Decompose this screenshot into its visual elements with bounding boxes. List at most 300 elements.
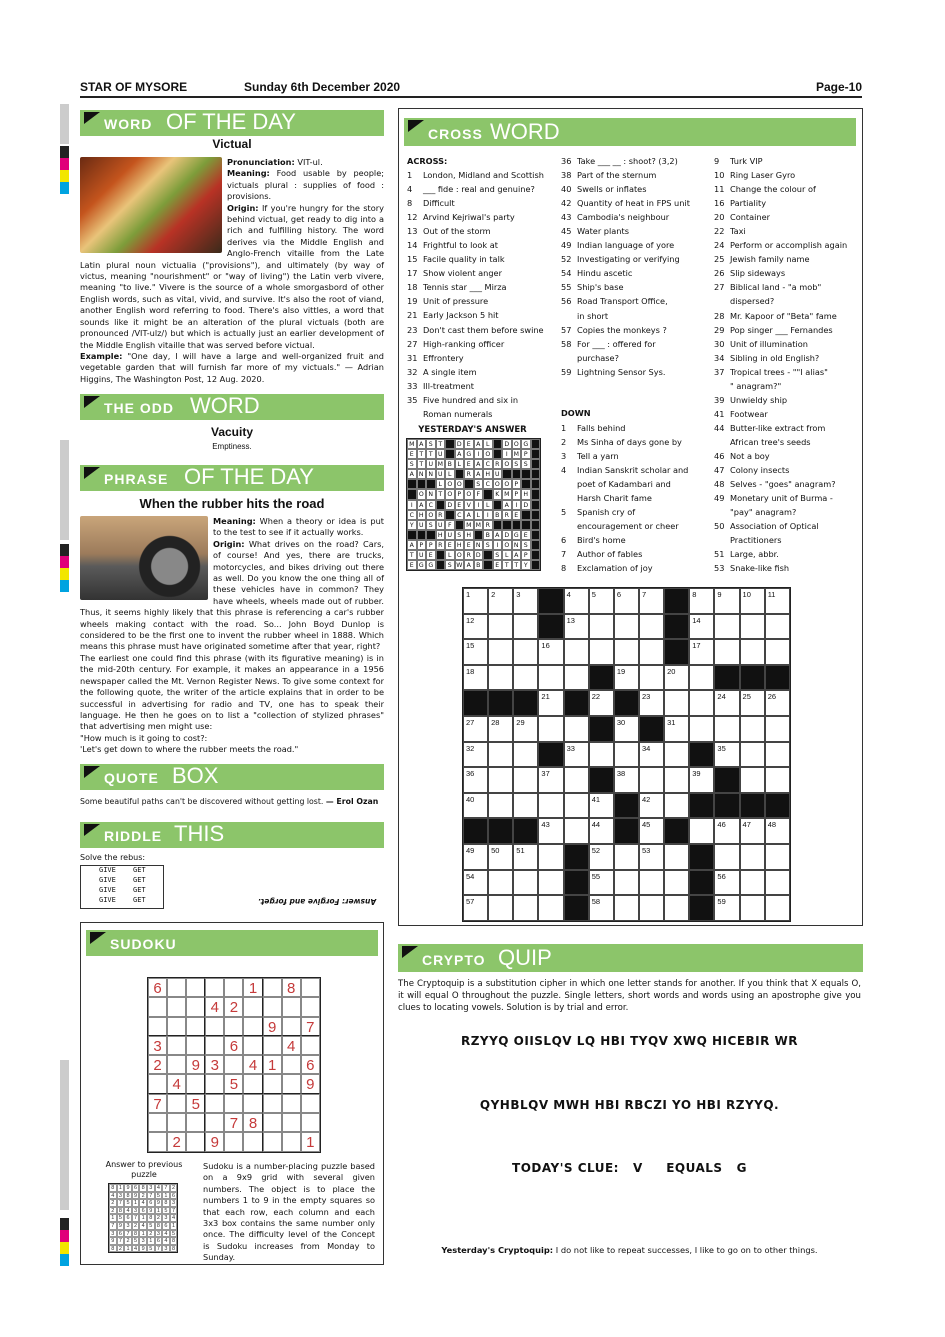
crossword-cell[interactable] xyxy=(714,895,739,921)
sudoku-empty-cell[interactable] xyxy=(224,978,243,997)
crossword-cell[interactable] xyxy=(664,665,689,691)
answer-cell: R xyxy=(436,510,446,520)
clue-text: Partiality xyxy=(730,198,767,209)
crossword-cell[interactable] xyxy=(463,614,488,640)
sudoku-empty-cell[interactable] xyxy=(167,1055,186,1074)
crossword-cell[interactable] xyxy=(589,818,614,844)
crossword-cell[interactable] xyxy=(639,742,664,768)
banner-small-text: CRYPTO xyxy=(422,952,486,968)
clue-row xyxy=(714,196,860,210)
answer-cell: R xyxy=(436,540,446,550)
crossword-black-cell xyxy=(740,665,765,691)
sudoku-empty-cell[interactable] xyxy=(263,997,282,1016)
sudoku-empty-cell[interactable] xyxy=(205,1094,224,1113)
clue-row xyxy=(407,224,559,238)
crossword-cell[interactable] xyxy=(488,742,513,768)
answer-cell: I xyxy=(502,449,512,459)
crossword-cell[interactable] xyxy=(740,767,765,793)
clue-text: Butter-like extract from xyxy=(730,422,826,433)
answer-cell: C xyxy=(483,459,493,469)
clue-row xyxy=(407,308,559,322)
clue-number: 8 xyxy=(407,198,413,209)
sudoku-empty-cell[interactable] xyxy=(167,978,186,997)
crossword-black-cell xyxy=(714,665,739,691)
crossword-cell[interactable] xyxy=(714,690,739,716)
sudoku-answer-label: Answer to previous puzzle xyxy=(105,1160,183,1179)
clue-row xyxy=(561,435,711,449)
crossword-cell[interactable] xyxy=(664,716,689,742)
crossword-cell[interactable] xyxy=(614,844,639,870)
crossword-cell[interactable] xyxy=(664,844,689,870)
sudoku-empty-cell[interactable] xyxy=(282,1094,301,1113)
crossword-cell[interactable] xyxy=(488,844,513,870)
crossword-cell[interactable] xyxy=(488,793,513,819)
crossword-cell[interactable] xyxy=(614,614,639,640)
crossword-cell[interactable] xyxy=(765,818,790,844)
crossword-cell[interactable] xyxy=(689,767,714,793)
sudoku-empty-cell[interactable] xyxy=(243,1094,262,1113)
sudoku-empty-cell[interactable] xyxy=(243,1017,262,1036)
sudoku-description: Sudoku is a number-placing puzzle based on a 9x9 grid with several given numbers. The object is to place the numbers 1 to 9 in the empty squares so that each row, each column and each 3x3 box contains the same number only once. The difficulty level of the Concept is Sudoku increases from Monday to Sunday. xyxy=(203,1161,375,1263)
sudoku-empty-cell[interactable] xyxy=(301,997,320,1016)
answer-cell: L xyxy=(502,550,512,560)
sudoku-empty-cell[interactable] xyxy=(186,1036,205,1055)
sudoku-empty-cell[interactable] xyxy=(301,1036,320,1055)
answer-black-cell xyxy=(445,449,455,459)
crossword-cell[interactable] xyxy=(463,665,488,691)
crossword-cell[interactable] xyxy=(740,588,765,614)
sudoku-empty-cell[interactable] xyxy=(148,1132,167,1151)
crossword-cell[interactable] xyxy=(614,895,639,921)
clue-text: For ___ : offered for xyxy=(577,338,656,349)
sudoku-empty-cell[interactable] xyxy=(148,1017,167,1036)
crossword-cell[interactable] xyxy=(513,742,538,768)
sudoku-empty-cell[interactable] xyxy=(224,1055,243,1074)
crossword-black-cell xyxy=(463,690,488,716)
crossword-cell[interactable] xyxy=(513,895,538,921)
answer-cell: B xyxy=(445,459,455,469)
sudoku-answer-cell: 1 xyxy=(117,1184,125,1192)
answer-cell: M xyxy=(436,459,446,469)
sudoku-answer-cell: 2 xyxy=(124,1237,132,1245)
sudoku-empty-cell[interactable] xyxy=(243,1074,262,1093)
clue-row xyxy=(561,463,711,477)
answer-cell: H xyxy=(483,469,493,479)
crossword-cell[interactable] xyxy=(538,844,563,870)
sudoku-empty-cell[interactable] xyxy=(167,1113,186,1132)
crossword-cell[interactable] xyxy=(714,818,739,844)
clue-row xyxy=(561,421,711,435)
crossword-cell[interactable] xyxy=(714,870,739,896)
crossword-cell[interactable] xyxy=(639,844,664,870)
crossword-cell[interactable] xyxy=(740,844,765,870)
crossword-cell[interactable] xyxy=(740,614,765,640)
answer-black-cell xyxy=(417,479,427,489)
crossword-cell[interactable] xyxy=(463,895,488,921)
crossword-cell[interactable] xyxy=(513,665,538,691)
clue-number: 58 xyxy=(561,338,572,349)
sudoku-empty-cell[interactable] xyxy=(148,997,167,1016)
crossword-cell[interactable] xyxy=(538,767,563,793)
crossword-cell[interactable] xyxy=(463,742,488,768)
crossword-cell[interactable] xyxy=(614,665,639,691)
crossword-cell[interactable] xyxy=(714,639,739,665)
crossword-cell[interactable] xyxy=(488,716,513,742)
crossword-cell[interactable] xyxy=(689,818,714,844)
crossword-cell[interactable] xyxy=(589,742,614,768)
crossword-cell[interactable] xyxy=(639,588,664,614)
crossword-cell[interactable] xyxy=(513,639,538,665)
crossword-cell[interactable] xyxy=(639,793,664,819)
cell-number: 5 xyxy=(591,590,596,599)
crossword-cell[interactable] xyxy=(589,614,614,640)
quote-text: Some beautiful paths can't be discovered without getting lost. xyxy=(80,797,324,806)
crossword-cell[interactable] xyxy=(564,665,589,691)
crossword-cell[interactable] xyxy=(463,767,488,793)
crossword-cell[interactable] xyxy=(614,588,639,614)
answer-black-cell xyxy=(531,530,541,540)
crossword-cell[interactable] xyxy=(564,742,589,768)
sudoku-answer-cell: 6 xyxy=(124,1214,132,1222)
crossword-cell[interactable] xyxy=(664,690,689,716)
crossword-cell[interactable] xyxy=(564,793,589,819)
crossword-cell[interactable] xyxy=(513,767,538,793)
crossword-cell[interactable] xyxy=(740,895,765,921)
sudoku-answer-cell: 8 xyxy=(109,1184,117,1192)
crossword-cell[interactable] xyxy=(740,690,765,716)
crossword-cell[interactable] xyxy=(639,614,664,640)
crossword-cell[interactable] xyxy=(589,793,614,819)
crossword-cell[interactable] xyxy=(765,767,790,793)
crossword-cell[interactable] xyxy=(664,767,689,793)
registration-mark xyxy=(60,556,69,568)
crossword-black-cell xyxy=(463,818,488,844)
sudoku-empty-cell[interactable] xyxy=(186,1017,205,1036)
clue-number: 54 xyxy=(561,268,572,279)
clue-text: Effrontery xyxy=(423,352,464,363)
crossword-cell[interactable] xyxy=(538,639,563,665)
answer-cell: R xyxy=(502,510,512,520)
sudoku-empty-cell[interactable] xyxy=(186,1074,205,1093)
clue-row xyxy=(714,210,860,224)
banner-small-text: RIDDLE xyxy=(104,828,163,844)
crossword-cell[interactable] xyxy=(639,767,664,793)
crossword-cell[interactable] xyxy=(765,870,790,896)
crossword-cell[interactable] xyxy=(639,690,664,716)
sudoku-empty-cell[interactable] xyxy=(282,997,301,1016)
crossword-cell[interactable] xyxy=(740,818,765,844)
sudoku-empty-cell[interactable] xyxy=(167,1094,186,1113)
sudoku-empty-cell[interactable] xyxy=(205,978,224,997)
crossword-cell[interactable] xyxy=(564,767,589,793)
crossword-cell[interactable] xyxy=(564,639,589,665)
crossword-cell[interactable] xyxy=(513,588,538,614)
sudoku-empty-cell[interactable] xyxy=(263,1113,282,1132)
crossword-cell[interactable] xyxy=(614,639,639,665)
sudoku-empty-cell[interactable] xyxy=(167,1036,186,1055)
cell-number: 3 xyxy=(516,590,521,599)
sudoku-empty-cell[interactable] xyxy=(186,1132,205,1151)
crossword-cell[interactable] xyxy=(463,870,488,896)
crossword-black-cell xyxy=(589,767,614,793)
sudoku-empty-cell[interactable] xyxy=(282,1055,301,1074)
sudoku-answer-cell: 7 xyxy=(155,1245,163,1253)
sudoku-answer-cell: 6 xyxy=(155,1237,163,1245)
sudoku-answer-cell: 6 xyxy=(117,1230,125,1238)
crossword-cell[interactable] xyxy=(714,716,739,742)
crossword-cell[interactable] xyxy=(488,588,513,614)
crossword-cell[interactable] xyxy=(765,895,790,921)
crossword-cell[interactable] xyxy=(765,588,790,614)
crossword-cell[interactable] xyxy=(538,793,563,819)
crossword-cell[interactable] xyxy=(538,818,563,844)
crossword-cell[interactable] xyxy=(564,716,589,742)
crossword-cell[interactable] xyxy=(488,665,513,691)
crossword-cell[interactable] xyxy=(664,793,689,819)
crossword-cell[interactable] xyxy=(689,614,714,640)
sudoku-empty-cell[interactable] xyxy=(263,1074,282,1093)
sudoku-empty-cell[interactable] xyxy=(282,1017,301,1036)
crossword-cell[interactable] xyxy=(689,690,714,716)
crossword-cell[interactable] xyxy=(488,895,513,921)
clue-row xyxy=(561,294,711,308)
sudoku-empty-cell[interactable] xyxy=(243,997,262,1016)
crossword-cell[interactable] xyxy=(589,870,614,896)
crossword-cell[interactable] xyxy=(714,844,739,870)
clue-text: Taxi xyxy=(730,226,746,237)
cryptoquip-line-1: RZYYQ OIISLQV LQ HBI TYQV XWQ HICEBIR WR xyxy=(460,1034,799,1048)
sudoku-empty-cell[interactable] xyxy=(301,1113,320,1132)
crossword-cell[interactable] xyxy=(538,716,563,742)
crossword-cell[interactable] xyxy=(488,639,513,665)
banner-big-text: THIS xyxy=(174,822,225,846)
sudoku-given-cell: 1 xyxy=(301,1132,320,1151)
crossword-cell[interactable] xyxy=(639,818,664,844)
answer-cell: G xyxy=(464,449,474,459)
sudoku-empty-cell[interactable] xyxy=(263,1036,282,1055)
sudoku-empty-cell[interactable] xyxy=(205,1113,224,1132)
answer-cell: U xyxy=(417,550,427,560)
sudoku-empty-cell[interactable] xyxy=(148,1074,167,1093)
answer-black-cell xyxy=(502,520,512,530)
crossword-cell[interactable] xyxy=(564,614,589,640)
crossword-cell[interactable] xyxy=(689,716,714,742)
crossword-cell[interactable] xyxy=(639,895,664,921)
paper-name: STAR OF MYSORE xyxy=(80,80,188,94)
answer-cell: P xyxy=(455,489,465,499)
sudoku-empty-cell[interactable] xyxy=(263,1132,282,1151)
crossword-cell[interactable] xyxy=(589,895,614,921)
sudoku-empty-cell[interactable] xyxy=(205,1036,224,1055)
crossword-cell[interactable] xyxy=(513,716,538,742)
crossword-cell[interactable] xyxy=(589,690,614,716)
crossword-cell[interactable] xyxy=(740,639,765,665)
clue-text: Copies the monkeys ? xyxy=(577,324,667,335)
clue-row xyxy=(407,238,559,252)
answer-cell: A xyxy=(502,500,512,510)
crossword-cell[interactable] xyxy=(639,870,664,896)
sudoku-empty-cell[interactable] xyxy=(224,1132,243,1151)
cell-number: 53 xyxy=(641,845,651,855)
sudoku-empty-cell[interactable] xyxy=(186,997,205,1016)
crossword-cell[interactable] xyxy=(463,716,488,742)
crossword-cell[interactable] xyxy=(740,742,765,768)
sudoku-empty-cell[interactable] xyxy=(282,1132,301,1151)
sudoku-empty-cell[interactable] xyxy=(186,1113,205,1132)
crossword-cell[interactable] xyxy=(538,690,563,716)
answer-cell: I xyxy=(474,500,484,510)
sudoku-empty-cell[interactable] xyxy=(205,1074,224,1093)
sudoku-empty-cell[interactable] xyxy=(243,1036,262,1055)
crossword-cell[interactable] xyxy=(463,639,488,665)
crossword-cell[interactable] xyxy=(513,870,538,896)
odd-word-banner xyxy=(80,394,384,420)
answer-cell: L xyxy=(483,500,493,510)
sudoku-empty-cell[interactable] xyxy=(205,1017,224,1036)
crossword-cell[interactable] xyxy=(714,614,739,640)
sudoku-empty-cell[interactable] xyxy=(263,978,282,997)
sudoku-empty-cell[interactable] xyxy=(224,1017,243,1036)
clue-row xyxy=(561,351,711,365)
clue-number: 27 xyxy=(714,282,725,293)
cell-number: 49 xyxy=(466,845,475,855)
crossword-cell[interactable] xyxy=(513,614,538,640)
sudoku-empty-cell[interactable] xyxy=(148,1113,167,1132)
crossword-cell[interactable] xyxy=(488,870,513,896)
phrase-banner xyxy=(80,465,384,491)
crossword-cell[interactable] xyxy=(765,690,790,716)
sudoku-answer-cell: 8 xyxy=(117,1207,125,1215)
sudoku-empty-cell[interactable] xyxy=(243,1132,262,1151)
clue-text: Bird's home xyxy=(577,535,626,546)
crossword-cell[interactable] xyxy=(765,844,790,870)
crossword-black-cell xyxy=(689,844,714,870)
page-number: Page-10 xyxy=(815,80,862,94)
sudoku-empty-cell[interactable] xyxy=(282,1074,301,1093)
crossword-cell[interactable] xyxy=(740,870,765,896)
crossword-black-cell xyxy=(664,639,689,665)
crossword-cell[interactable] xyxy=(513,844,538,870)
crossword-cell[interactable] xyxy=(664,870,689,896)
answer-cell: E xyxy=(426,550,436,560)
answer-cell: U xyxy=(426,459,436,469)
clue-text: Association of Optical xyxy=(730,521,819,532)
sudoku-given-cell: 9 xyxy=(263,1017,282,1036)
crossword-cell[interactable] xyxy=(488,614,513,640)
crossword-cell[interactable] xyxy=(765,716,790,742)
sudoku-answer-cell: 4 xyxy=(139,1222,147,1230)
sudoku-empty-cell[interactable] xyxy=(167,997,186,1016)
sudoku-empty-cell[interactable] xyxy=(186,978,205,997)
rebus-word: GET xyxy=(133,896,146,904)
crossword-cell[interactable] xyxy=(538,870,563,896)
crossword-cell[interactable] xyxy=(538,665,563,691)
crossword-cell[interactable] xyxy=(614,716,639,742)
sudoku-empty-cell[interactable] xyxy=(301,978,320,997)
crossword-cell[interactable] xyxy=(614,767,639,793)
crossword-cell[interactable] xyxy=(714,588,739,614)
crossword-cell[interactable] xyxy=(538,895,563,921)
crossword-cell[interactable] xyxy=(639,665,664,691)
cell-number: 27 xyxy=(466,717,475,727)
crossword-cell[interactable] xyxy=(664,742,689,768)
sudoku-answer-cell: 1 xyxy=(109,1214,117,1222)
registration-mark xyxy=(60,568,69,580)
answer-black-cell xyxy=(531,550,541,560)
cell-number: 44 xyxy=(591,820,601,830)
crossword-cell[interactable] xyxy=(765,742,790,768)
sudoku-answer-grid xyxy=(108,1183,178,1253)
clue-row xyxy=(561,533,711,547)
answer-cell: O xyxy=(512,439,522,449)
clue-text: Unit of illumination xyxy=(730,338,808,349)
crossword-cell[interactable] xyxy=(488,767,513,793)
rebus-row xyxy=(81,886,163,896)
clue-row xyxy=(714,449,860,463)
corner-triangle-icon xyxy=(84,396,100,408)
crossword-cell[interactable] xyxy=(564,818,589,844)
crossword-cell[interactable] xyxy=(614,870,639,896)
answer-cell: L xyxy=(445,550,455,560)
word-of-day-banner xyxy=(80,110,384,136)
crossword-cell[interactable] xyxy=(639,639,664,665)
crossword-cell[interactable] xyxy=(689,588,714,614)
cell-number: 30 xyxy=(616,717,626,727)
crossword-cell[interactable] xyxy=(463,844,488,870)
crossword-cell[interactable] xyxy=(689,639,714,665)
sudoku-empty-cell[interactable] xyxy=(224,1094,243,1113)
yesterday-answer-grid xyxy=(406,438,541,571)
crossword-cell[interactable] xyxy=(513,793,538,819)
answer-cell: C xyxy=(455,510,465,520)
crossword-cell[interactable] xyxy=(463,793,488,819)
crossword-cell[interactable] xyxy=(664,895,689,921)
clue-number: 14 xyxy=(407,240,418,251)
crossword-cell[interactable] xyxy=(564,588,589,614)
clue-row xyxy=(561,154,711,168)
word-of-day-body xyxy=(80,157,384,385)
crossword-cell[interactable] xyxy=(463,588,488,614)
phrase-title: When the rubber hits the road xyxy=(139,496,325,511)
crossword-cell[interactable] xyxy=(589,844,614,870)
sudoku-empty-cell[interactable] xyxy=(263,1094,282,1113)
crossword-black-cell xyxy=(664,614,689,640)
crossword-cell[interactable] xyxy=(589,639,614,665)
sudoku-empty-cell[interactable] xyxy=(282,1113,301,1132)
sudoku-empty-cell[interactable] xyxy=(167,1017,186,1036)
answer-cell: A xyxy=(417,500,427,510)
crossword-cell[interactable] xyxy=(740,716,765,742)
rebus-word: GIVE xyxy=(99,866,116,874)
registration-mark xyxy=(60,158,69,170)
answer-cell: D xyxy=(455,439,465,449)
crossword-cell[interactable] xyxy=(714,742,739,768)
clue-text: Facile quality in talk xyxy=(423,254,505,265)
cell-number: 59 xyxy=(717,897,726,907)
crossword-cell[interactable] xyxy=(765,614,790,640)
crossword-cell[interactable] xyxy=(589,588,614,614)
clue-number: 31 xyxy=(407,352,418,363)
crossword-cell[interactable] xyxy=(614,742,639,768)
registration-mark xyxy=(60,182,69,194)
clue-text: Part of the sternum xyxy=(577,170,657,181)
crossword-black-cell xyxy=(538,614,563,640)
clue-row xyxy=(714,421,860,435)
crossword-cell[interactable] xyxy=(689,665,714,691)
sudoku-empty-cell[interactable] xyxy=(301,1094,320,1113)
crossword-cell[interactable] xyxy=(765,639,790,665)
banner-big-text: WORD xyxy=(490,119,560,144)
